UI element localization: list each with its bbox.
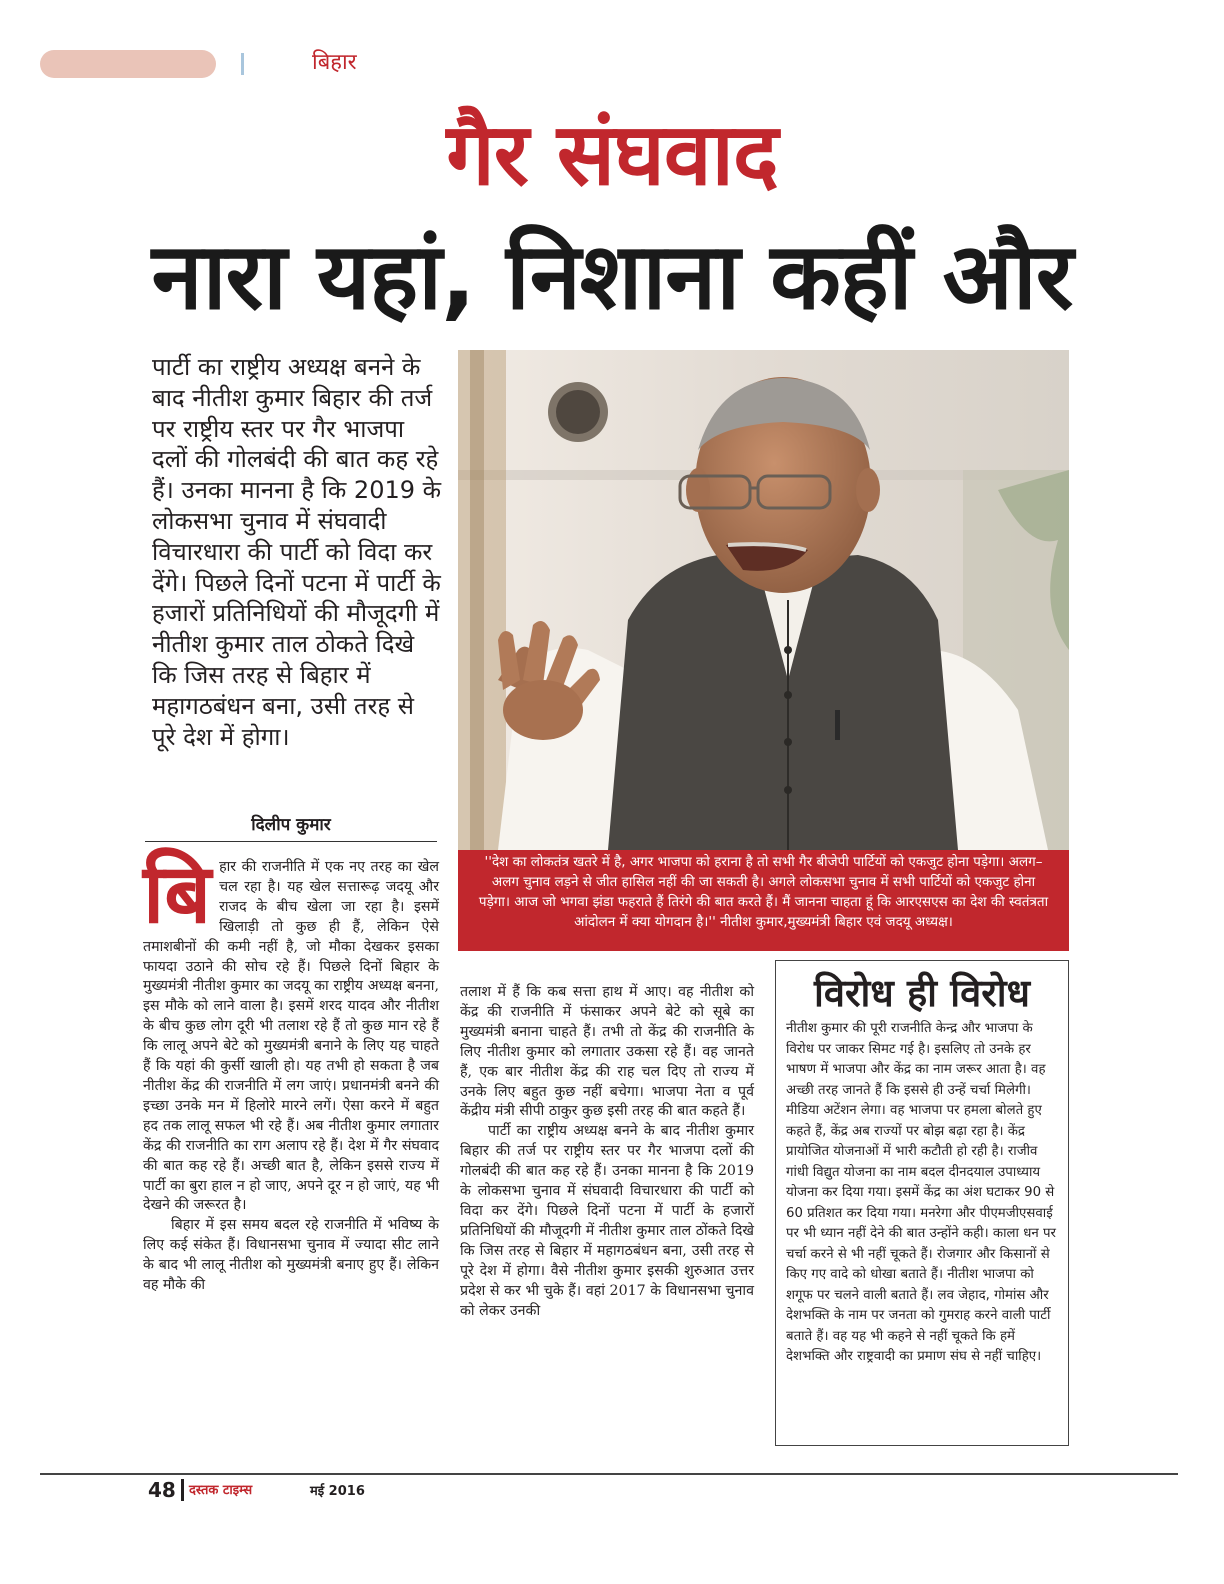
photo-caption: ''देश का लोकतंत्र खतरे में है, अगर भाजपा को हराना है तो सभी गैर बीजेपी पार्टियों को एकजुट होना पड़ेगा। अलग–अलग चुनाव लड़ने से जीत हासिल नहीं की जा सकती है। अगले लोकसभा चुनाव में सभी पार्टियों को एकजुट होना पड़ेगा। आज जो भगवा झंडा फहराते हैं तिरंगे की बात करते हैं। मैं जानना चाहता हूं कि आरएसएस का देश की स्वतंत्रता आंदोलन में क्या योगदान है।'' नीतीश कुमार,मुख्यमंत्री बिहार एवं जदयू अध्यक्ष।: [458, 850, 1069, 951]
footer-divider: [181, 1479, 184, 1501]
header-divider: [241, 53, 244, 75]
headline-kicker: गैर संघवाद: [446, 105, 778, 205]
sidebar-text: नीतीश कुमार की पूरी राजनीति केन्द्र और भाजपा के विरोध पर जाकर सिमट गई है। इसलिए तो उनके हर भाषण में भाजपा और केंद्र का नाम जरूर आता है। वह अच्छी तरह जानते हैं कि इससे ही उन्हें चर्चा मिलेगी। मीडिया अटेंशन लेगा। वह भाजपा पर हमला बोलते हुए कहते हैं, केंद्र अब राज्यों पर बोझ बढ़ा रहा है। केंद्र प्रायोजित योजनाओं में भारी कटौती हो रही है। राजीव गांधी विद्युत योजना का नाम बदल दीनदयाल उपाध्याय योजना कर दिया गया। इसमें केंद्र का अंश घटाकर 90 से 60 प्रतिशत कर दिया गया। मनरेगा और पीएमजीएसवाई पर भी ध्यान नहीं देने की बात उन्होंने कही। काला धन पर चर्चा करने से भी नहीं चूकते हैं। रोजगार और किसानों से किए गए वादे को धोखा बताते हैं। नीतीश भाजपा को शगूफ पर चलने वाली बताते हैं। लव जेहाद, गोमांस और देशभक्ति के नाम पर जनता को गुमराह करने वाली पार्टी बताते हैं। वह यह भी कहने से नहीं चूकते कि हमें देशभक्ति और राष्ट्रवादी का प्रमाण संघ से नहीं चाहिए।: [786, 1021, 1056, 1364]
publication-logo: दस्तक टाइम्स: [189, 1483, 253, 1498]
article-paragraph: बिहार में इस समय बदल रहे राजनीति में भविष्य के लिए कई संकेत हैं। विधानसभा चुनाव में ज्यादा सीट लाने के बाद भी लालू नीतीश को मुख्यमंत्री बनाए हुए हैं। लेकिन वह मौके की: [143, 1217, 439, 1294]
header-pill-decoration: [40, 50, 216, 78]
article-paragraph: पार्टी का राष्ट्रीय अध्यक्ष बनने के बाद नीतीश कुमार बिहार की तर्ज पर राष्ट्रीय स्तर पर गैर भाजपा दलों की गोलबंदी की बात कह रहे हैं। उनका मानना है कि 2019 के लोकसभा चुनाव में संघवादी विचारधारा की पार्टी को विदा कर देंगे। पिछले दिनों पटना में पार्टी के हजारों प्रतिनिधियों की मौजूदगी में नीतीश कुमार ताल ठोंकते दिखे कि जिस तरह से बिहार में महागठबंधन बना, उसी तरह से पूरे देश में होगा। वैसे नीतीश कुमार इसकी शुरुआत उत्तर प्रदेश से कर भी चुके हैं। वहां 2017 के विधानसभा चुनाव को लेकर उनकी: [460, 1123, 754, 1319]
section-label: बिहार: [312, 50, 357, 75]
footer-rule: [40, 1473, 1178, 1475]
standfirst-text: पार्टी का राष्ट्रीय अध्यक्ष बनने के बाद नीतीश कुमार बिहार की तर्ज पर राष्ट्रीय स्तर पर गैर भाजपा दलों की गोलबंदी की बात कह रहे हैं। उनका मानना है कि 2019 के लोकसभा चुनाव में संघवादी विचारधारा की पार्टी को विदा कर देंगे। पिछले दिनों पटना में पार्टी के हजारों प्रतिनिधियों की मौजूदगी में नीतीश कुमार ताल ठोकते दिखे कि जिस तरह से बिहार में महागठबंधन बना, उसी तरह से पूरे देश में होगा।: [152, 353, 442, 751]
sidebar-box: [775, 960, 1069, 1446]
photo: [458, 350, 1069, 850]
portrait-illustration: [458, 350, 1069, 850]
article-column-1: [143, 847, 439, 1296]
headline-main: नारा यहां, निशाना कहीं और: [151, 223, 1073, 330]
paragraph-text: हार की राजनीति में एक नए तरह का खेल चल रहा है। यह खेल सत्तारूढ़ जदयू और राजद के बीच खेला जा रहा है। इसमें खिलाड़ी तो कुछ ही हैं, लेकिन ऐसे तमाशबीनों की कमी नहीं है, जो मौका देखकर इसका फायदा उठाने की सोच रहे हैं। पिछले दिनों बिहार के मुख्यमंत्री नीतीश कुमार का जदयू का राष्ट्रीय अध्यक्ष बनना, इस मौके को लाने वाला है। इसमें शरद यादव और नीतीश के बीच कुछ लोग दूरी भी तलाश रहे हैं तो कुछ मान रहे हैं कि लालू अपने बेटे को मुख्यमंत्री बनाने के लिए यह चाहते हैं कि यहां की कुर्सी खाली हो। यह तभी हो सकता है जब नीतीश केंद्र की राजनीति में लग जाएं। प्रधानमंत्री बनने की इच्छा उनके मन में हिलोरे मारने लगें। ऐसा करने में बहुत हद तक लालू सफल भी रहे हैं। अब नीतीश कुमार लगातार केंद्र की राजनीति का राग अलाप रहे हैं। देश में गैर संघवाद की बात कह रहे हैं। अच्छी बात है, लेकिन इससे राज्य में पार्टी का बुरा हाल न हो जाए, अपने दूर न हो जाएं, यह भी देखने की जरूरत है।: [143, 859, 439, 1214]
drop-cap: बि: [143, 847, 212, 942]
sidebar-title: विरोध ही विरोध: [814, 971, 1030, 1015]
page-number: 48: [148, 1478, 176, 1502]
article-paragraph: तलाश में हैं कि कब सत्ता हाथ में आए। वह नीतीश को केंद्र की राजनीति में फंसाकर अपने बेटे को सूबे का मुख्यमंत्री बनाना चाहते हैं। तभी तो केंद्र की राजनीति के लिए नीतीश कुमार को लगातार उकसा रहे हैं। वह जानते हैं, एक बार नीतीश केंद्र की राह चल दिए तो राज्य में उनके लिए बहुत कुछ नहीं बचेगा। भाजपा नेता व पूर्व केंद्रीय मंत्री सीपी ठाकुर कुछ इसी तरह की बात कहते हैं।: [460, 984, 754, 1120]
byline: दिलीप कुमार: [145, 812, 437, 842]
issue-date: मई 2016: [310, 1484, 365, 1499]
article-column-2: [460, 983, 754, 1321]
article-paragraph: [143, 847, 439, 1216]
